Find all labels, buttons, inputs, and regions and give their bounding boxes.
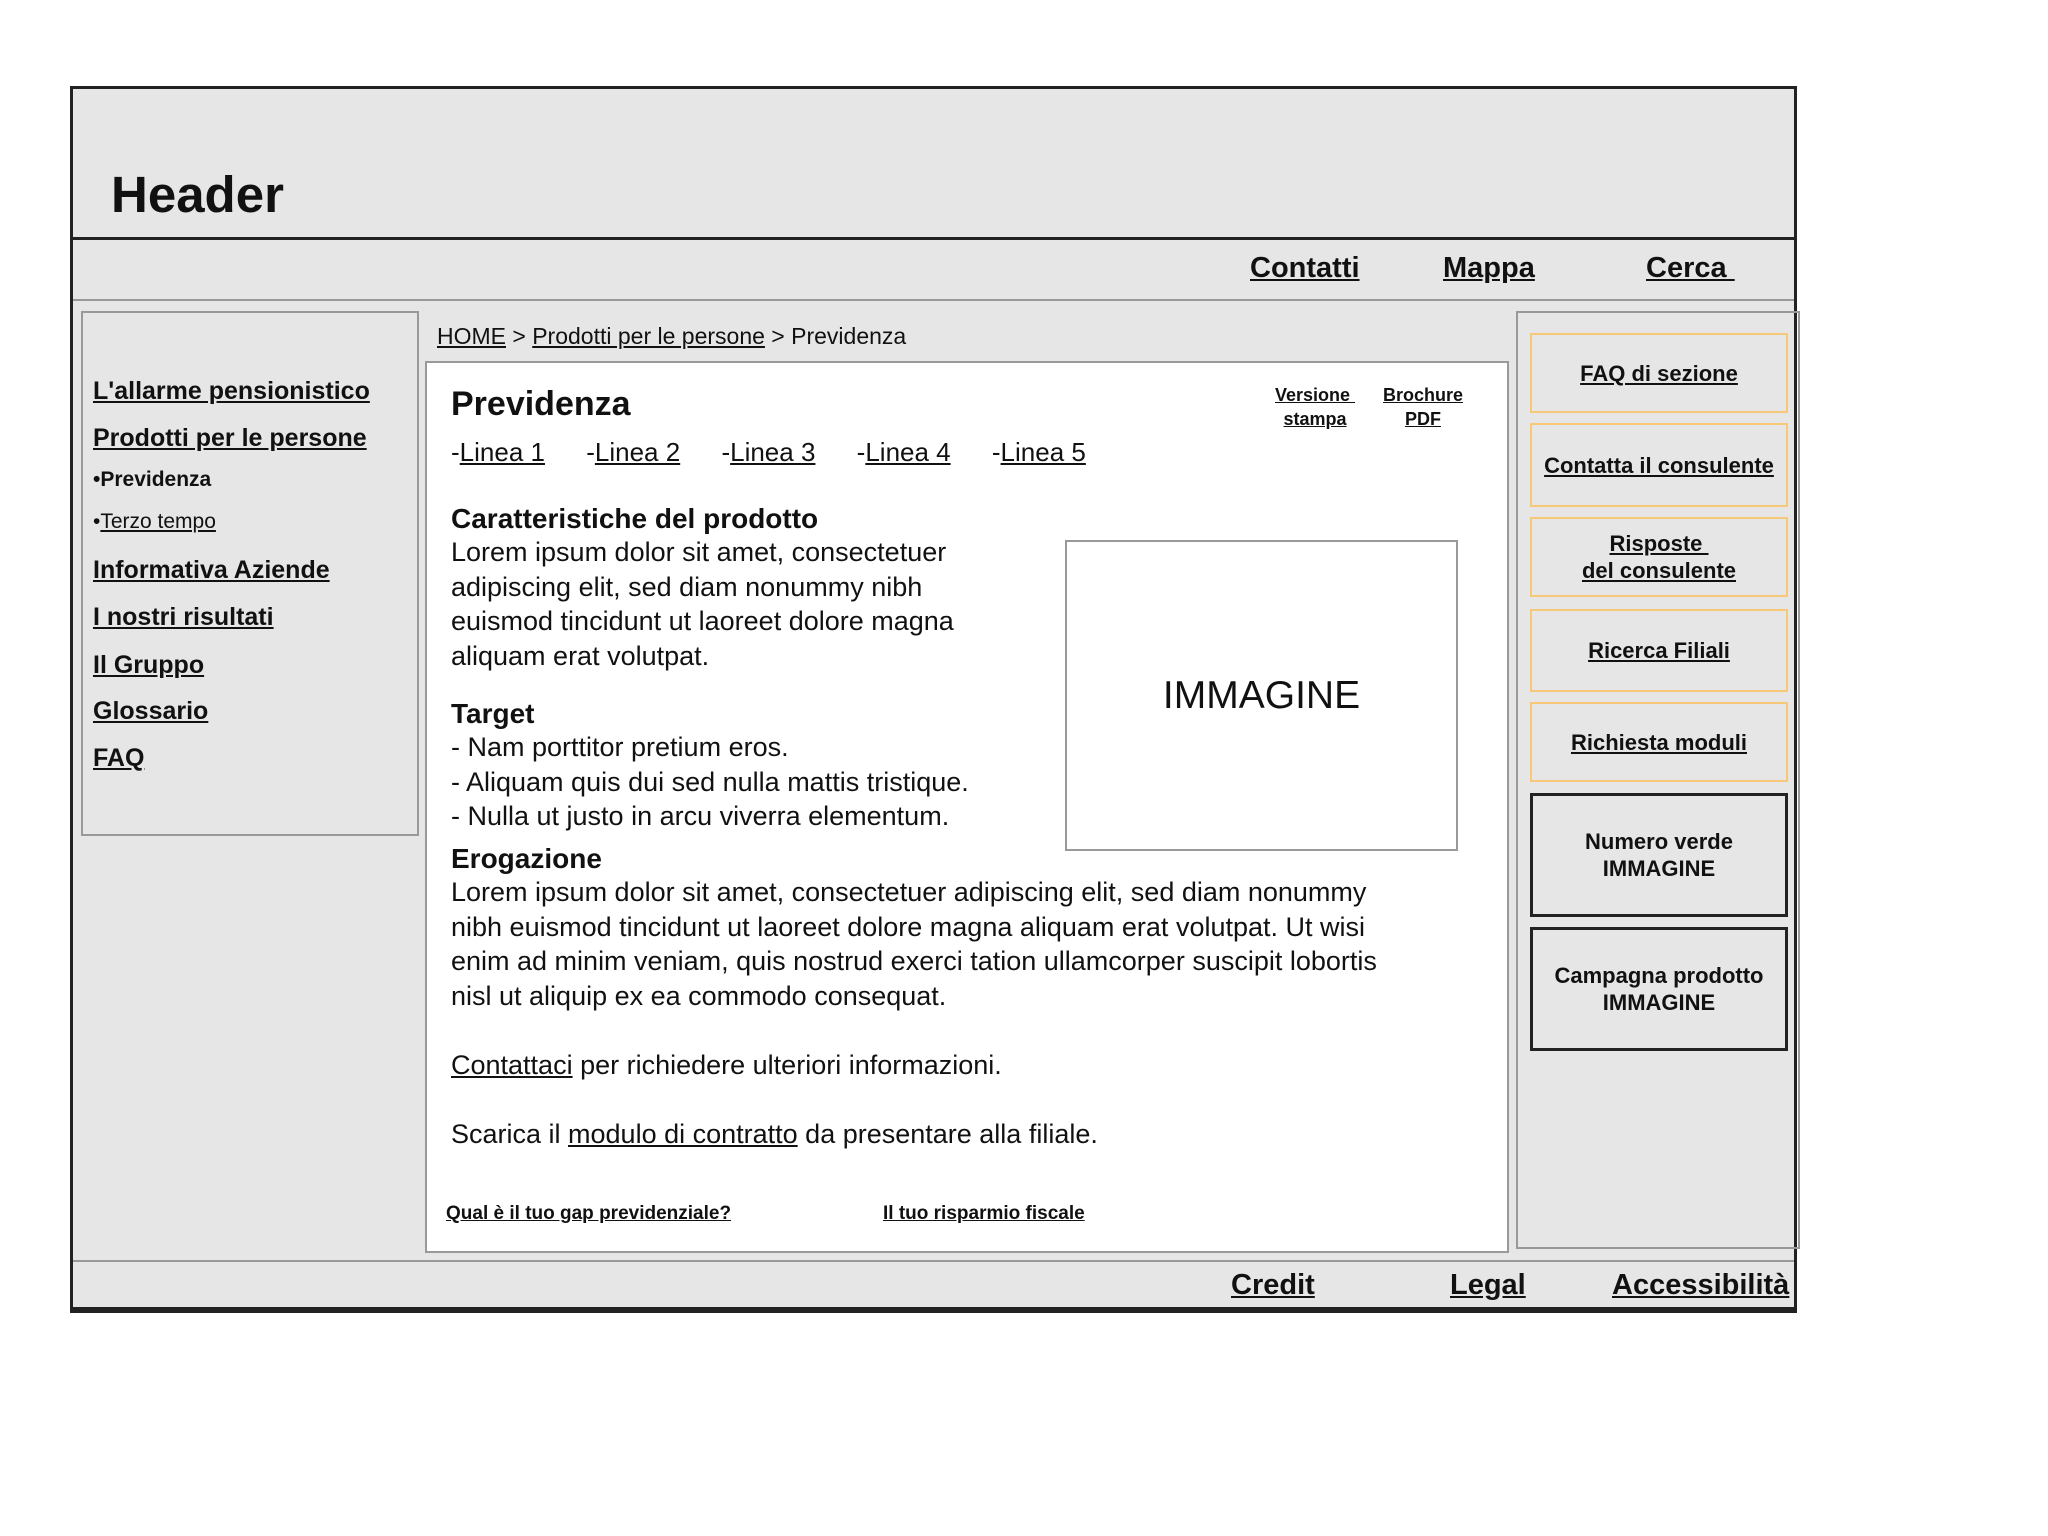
header-title: Header [111, 166, 284, 223]
product-lines [451, 437, 1120, 468]
campagna-prodotto-label: Campagna prodotto [1554, 963, 1764, 988]
linea-2-link[interactable]: Linea 2 [594, 437, 681, 467]
footer [73, 1260, 1794, 1310]
brochure-pdf-link[interactable] [1383, 383, 1463, 431]
campagna-prodotto-box[interactable] [1530, 927, 1788, 1051]
breadcrumb-prodotti-link[interactable]: Prodotti per le persone [532, 323, 765, 349]
sidebar-item-previdenza[interactable]: •Previdenza [93, 468, 212, 491]
sidebar-item-nostri-risultati[interactable]: I nostri risultati [93, 603, 274, 631]
main-content [425, 361, 1509, 1253]
dash: - [991, 437, 1001, 467]
text-line: aliquam erat volutpat. [451, 640, 710, 671]
linea-5-link[interactable]: Linea 5 [1000, 437, 1086, 467]
top-nav [73, 240, 1794, 301]
header [73, 89, 1794, 240]
download-line [451, 1117, 1098, 1152]
numero-verde-label: IMMAGINE [1602, 856, 1716, 881]
sidebar-item-terzo-tempo[interactable] [93, 510, 216, 534]
bullet: • [93, 510, 101, 533]
dash: - [856, 437, 866, 467]
download-text: da presentare alla filiale. [797, 1119, 1098, 1149]
print-version-label: stampa [1283, 409, 1347, 429]
text-line: Lorem ipsum dolor sit amet, consectetuer adipiscing elit, sed diam nonummy [451, 877, 1367, 907]
download-text: Scarica il [451, 1119, 569, 1149]
contact-line [451, 1048, 1002, 1083]
caratteristiche-title: Caratteristiche del prodotto [451, 503, 819, 534]
footer-accessibilita-link[interactable]: Accessibilità [1612, 1269, 1790, 1301]
caratteristiche-text [451, 535, 954, 673]
contatta-consulente-button[interactable]: Contatta il consulente [1530, 423, 1788, 507]
contact-text: per richiedere ulteriori informazioni. [572, 1050, 1002, 1080]
linea-3-link[interactable]: Linea 3 [730, 437, 816, 467]
text-line: Lorem ipsum dolor sit amet, consectetuer [451, 537, 947, 567]
risparmio-fiscale-link[interactable]: Il tuo risparmio fiscale [883, 1203, 1085, 1224]
erogazione-title: Erogazione [451, 843, 602, 874]
image-placeholder: IMMAGINE [1065, 540, 1458, 851]
risposte-label: Risposte [1609, 531, 1709, 556]
dash: - [721, 437, 731, 467]
faq-sezione-button[interactable]: FAQ di sezione [1530, 333, 1788, 413]
sidebar-item-faq[interactable]: FAQ [93, 744, 145, 772]
breadcrumb-separator: > [506, 323, 533, 349]
page-title: Previdenza [451, 385, 631, 423]
sidebar-item-glossario[interactable]: Glossario [93, 697, 209, 725]
numero-verde-label: Numero verde [1585, 829, 1733, 854]
footer-legal-link[interactable]: Legal [1450, 1269, 1526, 1301]
breadcrumb-separator: > [764, 323, 792, 349]
text-line: nisl ut aliquip ex ea commodo consequat. [451, 980, 947, 1011]
right-sidebar [1516, 311, 1800, 1249]
text-line: enim ad minim veniam, quis nostrud exerci tation ullamcorper suscipit lobortis [451, 946, 1377, 976]
breadcrumb-home-link[interactable]: HOME [437, 323, 506, 349]
dash: - [586, 437, 595, 467]
text-line: nibh euismod tincidunt ut laoreet dolore magna aliquam erat volutpat. Ut wisi [451, 911, 1366, 942]
text-line: - Nam porttitor pretium eros. [451, 732, 789, 762]
caratteristiche-section [451, 503, 954, 673]
target-section [451, 698, 969, 834]
risposte-label: del consulente [1581, 558, 1737, 583]
brochure-pdf-label: Brochure [1383, 385, 1464, 405]
linea-1-link[interactable]: Linea 1 [459, 437, 545, 467]
richiesta-moduli-button[interactable]: Richiesta moduli [1530, 702, 1788, 782]
sidebar-item-allarme-pensionistico[interactable]: L'allarme pensionistico [93, 377, 370, 405]
dash: - [451, 437, 460, 467]
target-text [451, 730, 969, 834]
sidebar-item-informativa-aziende[interactable]: Informativa Aziende [93, 556, 330, 584]
terzo-tempo-link[interactable]: Terzo tempo [100, 510, 216, 533]
page-frame [70, 86, 1797, 1313]
sidebar-item-prodotti-persone[interactable]: Prodotti per le persone [93, 424, 367, 452]
left-sidebar [81, 311, 419, 836]
print-version-link[interactable] [1275, 383, 1355, 431]
contattaci-link[interactable]: Contattaci [451, 1050, 573, 1080]
campagna-prodotto-label: IMMAGINE [1602, 990, 1716, 1015]
numero-verde-box[interactable] [1530, 793, 1788, 917]
breadcrumb [437, 323, 906, 350]
nav-contatti-link[interactable]: Contatti [1250, 252, 1360, 284]
sidebar-item-gruppo[interactable]: Il Gruppo [93, 651, 205, 679]
footer-credit-link[interactable]: Credit [1231, 1269, 1315, 1301]
text-line: euismod tincidunt ut laoreet dolore magna [451, 606, 954, 636]
ricerca-filiali-button[interactable]: Ricerca Filiali [1530, 609, 1788, 692]
nav-cerca-link[interactable]: Cerca [1646, 252, 1735, 284]
erogazione-text [451, 875, 1377, 1013]
text-line: - Nulla ut justo in arcu viverra elementum. [451, 801, 950, 831]
breadcrumb-current: Previdenza [791, 323, 907, 349]
brochure-pdf-label: PDF [1405, 409, 1441, 429]
gap-previdenziale-link[interactable]: Qual è il tuo gap previdenziale? [446, 1203, 732, 1224]
linea-4-link[interactable]: Linea 4 [865, 437, 951, 467]
risposte-consulente-button[interactable] [1530, 517, 1788, 597]
text-line: adipiscing elit, sed diam nonummy nibh [451, 571, 923, 602]
nav-mappa-link[interactable]: Mappa [1443, 252, 1535, 284]
modulo-contratto-link[interactable]: modulo di contratto [568, 1119, 798, 1149]
erogazione-section [451, 843, 1377, 1013]
print-version-label: Versione [1275, 385, 1356, 405]
target-title: Target [451, 698, 535, 729]
text-line: - Aliquam quis dui sed nulla mattis tristique. [451, 766, 969, 797]
